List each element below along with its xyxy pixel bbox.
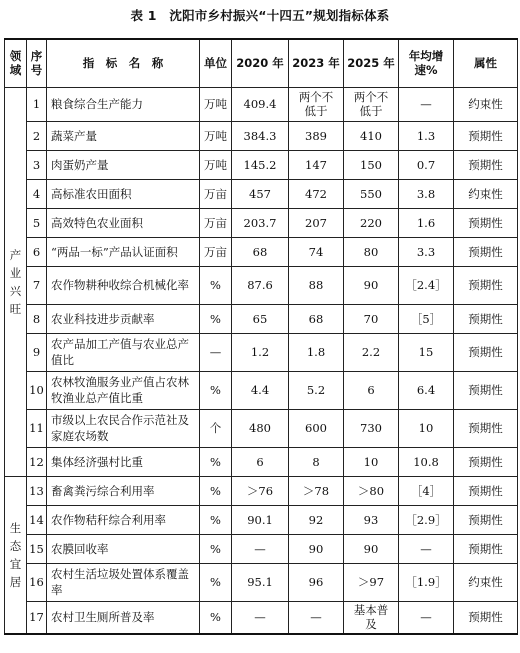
cell-attr: 预期性: [454, 505, 518, 534]
table-row: [5, 409, 518, 447]
cell-attr: 预期性: [454, 150, 518, 179]
cell-growth: 15: [399, 333, 454, 371]
cell-y2020: —: [232, 601, 289, 634]
table-row: [5, 237, 518, 266]
cell-seq: 16: [27, 563, 47, 601]
cell-y2023: 90: [289, 534, 344, 563]
cell-attr: 约束性: [454, 87, 518, 121]
table-row: [5, 534, 518, 563]
cell-growth: 1.3: [399, 121, 454, 150]
cell-y2025: 6: [344, 371, 399, 409]
cell-seq: 6: [27, 237, 47, 266]
table-row: [5, 371, 518, 409]
cell-y2023: 两个不低于: [289, 87, 344, 121]
cell-y2020: 409.4: [232, 87, 289, 121]
cell-name: 农林牧渔服务业产值占农林牧渔业总产值比重: [47, 371, 200, 409]
table-title: 表 1 沈阳市乡村振兴“十四五”规划指标体系: [130, 8, 390, 23]
cell-y2023: 389: [289, 121, 344, 150]
table-row: [5, 179, 518, 208]
cell-y2025: ＞97: [344, 563, 399, 601]
cell-seq: 17: [27, 601, 47, 634]
cell-unit: %: [200, 304, 232, 333]
cell-unit: %: [200, 476, 232, 505]
cell-y2025: 70: [344, 304, 399, 333]
cell-unit: %: [200, 505, 232, 534]
cell-y2023: 96: [289, 563, 344, 601]
header-domain: 领域: [5, 39, 27, 87]
table-row: [5, 304, 518, 333]
cell-y2020: 95.1: [232, 563, 289, 601]
cell-attr: 预期性: [454, 266, 518, 304]
cell-y2025: 410: [344, 121, 399, 150]
cell-name: 高标准农田面积: [47, 179, 200, 208]
cell-y2023: 207: [289, 208, 344, 237]
cell-seq: 4: [27, 179, 47, 208]
cell-seq: 13: [27, 476, 47, 505]
cell-name: 农村生活垃圾处置体系覆盖率: [47, 563, 200, 601]
cell-growth: 1.6: [399, 208, 454, 237]
cell-y2020: 65: [232, 304, 289, 333]
cell-name: 农作物秸秆综合利用率: [47, 505, 200, 534]
cell-attr: 预期性: [454, 371, 518, 409]
cell-seq: 14: [27, 505, 47, 534]
table-row: [5, 266, 518, 304]
cell-y2025: 90: [344, 266, 399, 304]
cell-y2023: 1.8: [289, 333, 344, 371]
cell-growth: —: [399, 87, 454, 121]
cell-growth: ［5］: [399, 304, 454, 333]
cell-y2023: 88: [289, 266, 344, 304]
header-growth: 年均增速%: [399, 39, 454, 87]
cell-name: 肉蛋奶产量: [47, 150, 200, 179]
cell-y2020: 203.7: [232, 208, 289, 237]
cell-y2025: 93: [344, 505, 399, 534]
cell-unit: —: [200, 333, 232, 371]
cell-name: 农村卫生厕所普及率: [47, 601, 200, 634]
cell-seq: 3: [27, 150, 47, 179]
cell-name: 农业科技进步贡献率: [47, 304, 200, 333]
cell-y2025: 90: [344, 534, 399, 563]
cell-name: 市级以上农民合作示范社及家庭农场数: [47, 409, 200, 447]
table-row: [5, 87, 518, 121]
cell-y2020: —: [232, 534, 289, 563]
cell-growth: 10.8: [399, 447, 454, 476]
cell-unit: %: [200, 266, 232, 304]
cell-y2020: 4.4: [232, 371, 289, 409]
table-row: [5, 563, 518, 601]
cell-unit: 万亩: [200, 179, 232, 208]
cell-attr: 预期性: [454, 447, 518, 476]
cell-y2025: ＞80: [344, 476, 399, 505]
cell-growth: 10: [399, 409, 454, 447]
cell-y2023: 8: [289, 447, 344, 476]
cell-seq: 11: [27, 409, 47, 447]
header-2025: 2025 年: [344, 39, 399, 87]
cell-seq: 15: [27, 534, 47, 563]
cell-seq: 10: [27, 371, 47, 409]
cell-name: 农膜回收率: [47, 534, 200, 563]
cell-y2023: 600: [289, 409, 344, 447]
cell-y2023: 68: [289, 304, 344, 333]
cell-y2020: 457: [232, 179, 289, 208]
cell-growth: ［2.9］: [399, 505, 454, 534]
cell-y2020: 6: [232, 447, 289, 476]
cell-seq: 7: [27, 266, 47, 304]
cell-y2020: 90.1: [232, 505, 289, 534]
cell-attr: 约束性: [454, 179, 518, 208]
cell-name: 集体经济强村比重: [47, 447, 200, 476]
table-row: [5, 333, 518, 371]
cell-unit: 万吨: [200, 121, 232, 150]
table-row: [5, 150, 518, 179]
cell-name: 粮食综合生产能力: [47, 87, 200, 121]
cell-attr: 预期性: [454, 476, 518, 505]
cell-seq: 2: [27, 121, 47, 150]
domain-cell: 产业兴旺: [5, 87, 27, 476]
cell-growth: 3.8: [399, 179, 454, 208]
header-2020: 2020 年: [232, 39, 289, 87]
cell-growth: 6.4: [399, 371, 454, 409]
header-seq: 序号: [27, 39, 47, 87]
cell-y2023: 92: [289, 505, 344, 534]
cell-y2025: 80: [344, 237, 399, 266]
cell-growth: —: [399, 534, 454, 563]
cell-y2020: 68: [232, 237, 289, 266]
cell-attr: 预期性: [454, 304, 518, 333]
cell-attr: 预期性: [454, 333, 518, 371]
cell-unit: 万吨: [200, 150, 232, 179]
cell-growth: ［4］: [399, 476, 454, 505]
cell-y2025: 220: [344, 208, 399, 237]
cell-unit: 万亩: [200, 208, 232, 237]
cell-attr: 预期性: [454, 237, 518, 266]
cell-name: “两品一标”产品认证面积: [47, 237, 200, 266]
header-name: 指 标 名 称: [47, 39, 200, 87]
cell-y2025: 基本普及: [344, 601, 399, 634]
cell-attr: 约束性: [454, 563, 518, 601]
cell-name: 畜禽粪污综合利用率: [47, 476, 200, 505]
cell-y2020: 145.2: [232, 150, 289, 179]
cell-y2023: —: [289, 601, 344, 634]
cell-y2020: 87.6: [232, 266, 289, 304]
table-row: [5, 447, 518, 476]
cell-name: 高效特色农业面积: [47, 208, 200, 237]
header-attr: 属性: [454, 39, 518, 87]
cell-attr: 预期性: [454, 121, 518, 150]
table-row: [5, 476, 518, 505]
cell-growth: —: [399, 601, 454, 634]
cell-attr: 预期性: [454, 208, 518, 237]
indicator-table: [4, 38, 518, 635]
cell-y2020: 384.3: [232, 121, 289, 150]
cell-unit: %: [200, 447, 232, 476]
cell-y2023: 472: [289, 179, 344, 208]
domain-cell: 生态宜居: [5, 476, 27, 634]
cell-seq: 1: [27, 87, 47, 121]
cell-growth: 0.7: [399, 150, 454, 179]
cell-y2020: 480: [232, 409, 289, 447]
table-row: [5, 121, 518, 150]
cell-y2025: 150: [344, 150, 399, 179]
table-row: [5, 601, 518, 634]
cell-name: 蔬菜产量: [47, 121, 200, 150]
cell-unit: %: [200, 601, 232, 634]
cell-seq: 9: [27, 333, 47, 371]
cell-y2020: ＞76: [232, 476, 289, 505]
cell-unit: 个: [200, 409, 232, 447]
header-row: [5, 39, 518, 87]
header-unit: 单位: [200, 39, 232, 87]
cell-y2025: 550: [344, 179, 399, 208]
cell-attr: 预期性: [454, 601, 518, 634]
cell-y2023: 74: [289, 237, 344, 266]
cell-attr: 预期性: [454, 409, 518, 447]
cell-growth: ［1.9］: [399, 563, 454, 601]
header-2023: 2023 年: [289, 39, 344, 87]
cell-attr: 预期性: [454, 534, 518, 563]
cell-y2025: 10: [344, 447, 399, 476]
cell-seq: 12: [27, 447, 47, 476]
cell-y2023: 147: [289, 150, 344, 179]
cell-growth: 3.3: [399, 237, 454, 266]
cell-y2020: 1.2: [232, 333, 289, 371]
cell-name: 农作物耕种收综合机械化率: [47, 266, 200, 304]
table-row: [5, 505, 518, 534]
cell-growth: ［2.4］: [399, 266, 454, 304]
cell-y2023: ＞78: [289, 476, 344, 505]
cell-seq: 8: [27, 304, 47, 333]
cell-y2023: 5.2: [289, 371, 344, 409]
cell-unit: %: [200, 563, 232, 601]
cell-y2025: 2.2: [344, 333, 399, 371]
cell-name: 农产品加工产值与农业总产值比: [47, 333, 200, 371]
cell-unit: 万亩: [200, 237, 232, 266]
cell-y2025: 两个不低于: [344, 87, 399, 121]
cell-unit: %: [200, 534, 232, 563]
cell-y2025: 730: [344, 409, 399, 447]
cell-seq: 5: [27, 208, 47, 237]
cell-unit: %: [200, 371, 232, 409]
table-row: [5, 208, 518, 237]
cell-unit: 万吨: [200, 87, 232, 121]
